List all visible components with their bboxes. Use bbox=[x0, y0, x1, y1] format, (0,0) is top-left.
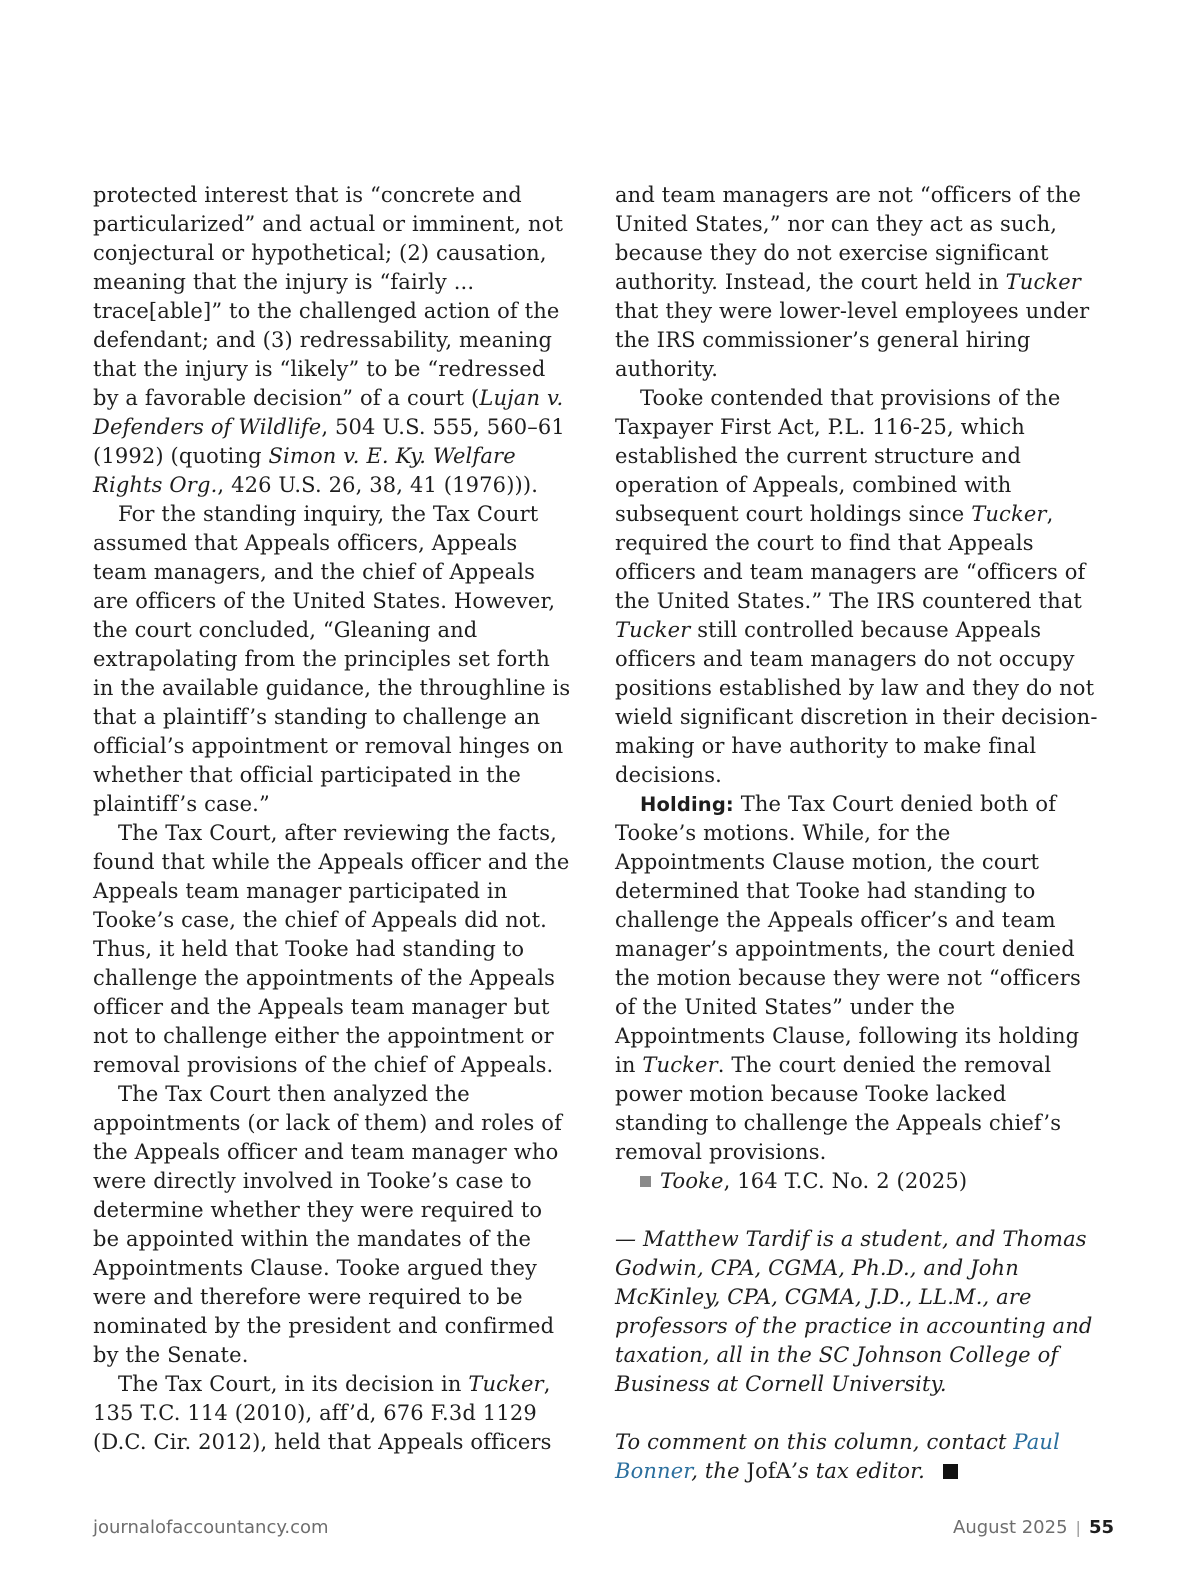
paragraph-holding: Holding: The Tax Court denied both of Tooke’s motions. While, for the Appointments Clause motion, the court determined that Tooke had standing to challenge the Appeals officer’s and team manager’s appointments, the court denied the motion because they were not “officers of the United States” under the Appointments Clause, following its holding in Tucker. The court denied the removal power motion because Tooke lacked standing to challenge the Appeals chief’s removal provisions. bbox=[615, 792, 1081, 1164]
paragraph-standing-elements: protected interest that is “concrete and particularized” and actual or imminent, not conjectural or hypothetical; (2) causation, meaning that the injury is “fairly ... trace[able]” to the challenged action of the defendant; and (3) redressability, meaning that the injury is “likely” to be “redressed by a favorable decision” of a court (Lujan v. Defenders of Wildlife, 504 U.S. 555, 560–61 (1992) (quoting Simon v. E. Ky. Welfare Rights Org., 426 U.S. 26, 38, 41 (1976))). bbox=[93, 183, 565, 497]
paragraph-tucker-continued: and team managers are not “officers of the United States,” nor can they act as such, because they do not exercise significant authority. Instead, the court held in Tucker that they were lower-level employees under the IRS commissioner’s general hiring authority. bbox=[615, 183, 1090, 381]
paragraph-tucker-decision: The Tax Court, in its decision in Tucker, 135 T.C. 114 (2010), aff’d, 676 F.3d 1129 (D.C. Cir. 2012), held that Appeals officers bbox=[93, 1372, 552, 1454]
footer-website: journalofaccountancy.com bbox=[93, 1517, 329, 1538]
case-name: Tucker bbox=[971, 502, 1047, 526]
footer-issue-info bbox=[953, 1517, 1114, 1538]
paragraph-tooke-contention: Tooke contended that provisions of the Taxpayer First Act, P.L. 116-25, which established the current structure and operation of Appeals, combined with subsequent court holdings since Tucker, required the court to find that Appeals officers and team managers are “officers of the United States.” The IRS countered that Tucker still controlled because Appeals officers and team managers do not occupy positions established by law and they do not wield significant discretion in their decision-making or have authority to make final decisions. bbox=[615, 386, 1098, 787]
case-name: Tooke bbox=[660, 1169, 724, 1193]
end-mark-icon bbox=[943, 1464, 958, 1479]
case-name: Tucker bbox=[468, 1372, 544, 1396]
editor-link[interactable]: Paul Bonner bbox=[615, 1430, 1060, 1483]
case-citation: Tooke, 164 T.C. No. 2 (2025) bbox=[615, 1167, 1105, 1196]
footer-separator: | bbox=[1075, 1518, 1081, 1537]
right-column bbox=[615, 181, 1105, 1486]
author-bio: — Matthew Tardif is a student, and Thomas Godwin, CPA, CGMA, Ph.D., and John McKinley, CPA, CGMA, J.D., LL.M., are professors of the practice in accounting and taxation, all in the SC Johnson College of Business at Cornell University. bbox=[615, 1227, 1093, 1396]
case-name: Lujan v. Defenders of Wildlife bbox=[93, 386, 564, 439]
paragraph-facts-review: The Tax Court, after reviewing the facts, found that while the Appeals officer and the Appeals team manager participated in Tooke’s case, the chief of Appeals did not. Thus, it held that Tooke had standing to challenge the appointments of the Appeals officer and the Appeals team manager but not to challenge either the appointment or removal provisions of the chief of Appeals. bbox=[93, 821, 570, 1077]
holding-label: Holding: bbox=[640, 793, 734, 816]
paragraph-appointments-analysis: The Tax Court then analyzed the appointments (or lack of them) and roles of the Appeals officer and team manager who were directly involved in Tooke’s case to determine whether they were required to be appointed within the mandates of the Appointments Clause. Tooke argued they were and therefore were required to be nominated by the president and confirmed by the Senate. bbox=[93, 1082, 563, 1367]
case-name: Tucker bbox=[642, 1053, 718, 1077]
case-name: Tucker bbox=[1005, 270, 1081, 294]
square-bullet-icon bbox=[640, 1176, 651, 1187]
footer-issue-date: August 2025 bbox=[953, 1517, 1068, 1538]
jofa-brand: JofA bbox=[746, 1459, 792, 1483]
comment-note: To comment on this column, contact Paul Bonner, the JofA’s tax editor. bbox=[615, 1430, 1060, 1483]
paragraph-standing-inquiry: For the standing inquiry, the Tax Court assumed that Appeals officers, Appeals team managers, and the chief of Appeals are officers of the United States. However, the court concluded, “Gleaning and extrapolating from the principles set forth in the available guidance, the throughline is that a plaintiff’s standing to challenge an official’s appointment or removal hinges on whether that official participated in the plaintiff’s case.” bbox=[93, 502, 571, 816]
page-number: 55 bbox=[1088, 1517, 1114, 1538]
case-name: Simon v. E. Ky. Welfare Rights Org. bbox=[93, 444, 516, 497]
left-column bbox=[93, 181, 573, 1457]
case-name: Tucker bbox=[615, 618, 691, 642]
